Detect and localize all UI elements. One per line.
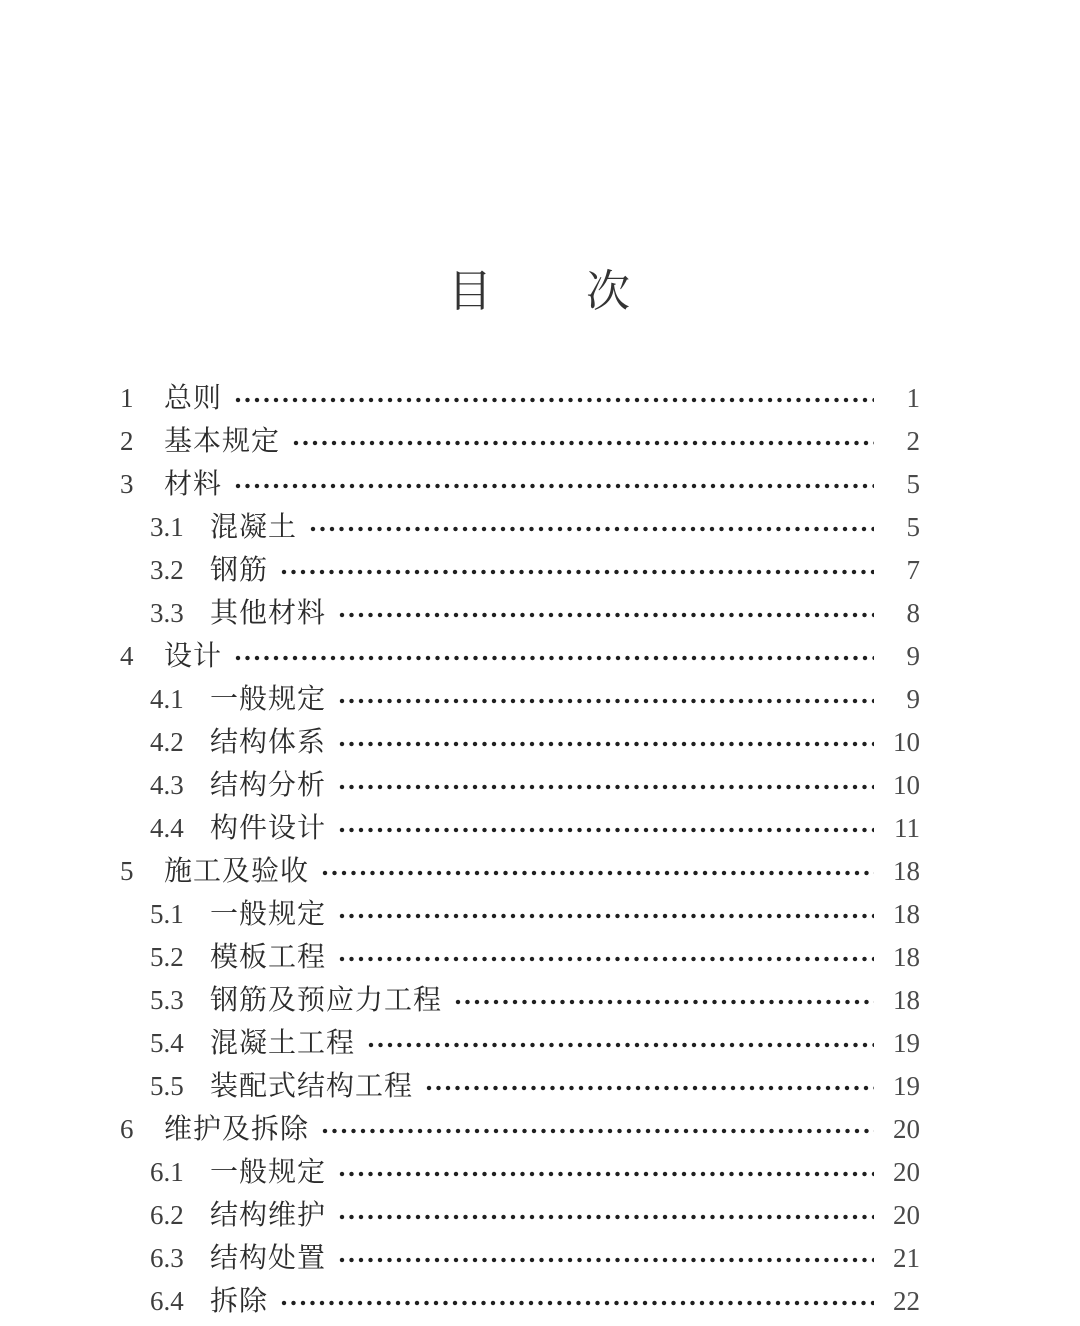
toc-entry-label: 装配式结构工程 xyxy=(210,1070,414,1102)
toc-entry-page: 7 xyxy=(906,555,920,585)
dot-leader xyxy=(338,1210,874,1224)
toc-entry-label: 钢筋及预应力工程 xyxy=(210,984,443,1016)
toc-entry-label: 材料 xyxy=(164,468,223,500)
toc-entry-page: 20 xyxy=(893,1114,920,1144)
toc-entry-number: 6 xyxy=(120,1114,134,1144)
toc-entry-number: 6.4 xyxy=(150,1286,184,1316)
toc-list xyxy=(120,377,920,1323)
dot-leader xyxy=(338,1253,874,1267)
toc-entry xyxy=(120,1151,920,1194)
toc-entry xyxy=(120,592,920,635)
toc-entry-page: 21 xyxy=(893,1243,920,1273)
toc-entry-label: 一般规定 xyxy=(210,683,327,715)
dot-leader xyxy=(280,565,874,579)
toc-entry xyxy=(120,1108,920,1151)
toc-entry-label: 维护及拆除 xyxy=(164,1113,310,1145)
toc-entry-page: 18 xyxy=(893,942,920,972)
dot-leader xyxy=(454,995,874,1009)
toc-entry-number: 5.3 xyxy=(150,985,184,1015)
dot-leader xyxy=(292,436,874,450)
toc-entry-number: 5.2 xyxy=(150,942,184,972)
toc-entry-page: 10 xyxy=(893,770,920,800)
toc-entry-page: 2 xyxy=(906,426,920,456)
dot-leader xyxy=(309,522,874,536)
toc-entry-number: 4.3 xyxy=(150,770,184,800)
toc-entry-label: 混凝土 xyxy=(210,511,298,543)
toc-entry-label: 结构分析 xyxy=(210,769,327,801)
toc-entry-number: 3 xyxy=(120,469,134,499)
toc-entry-page: 19 xyxy=(893,1071,920,1101)
toc-entry-label: 基本规定 xyxy=(164,425,281,457)
toc-entry-label: 总则 xyxy=(164,382,223,414)
toc-entry-number: 6.2 xyxy=(150,1200,184,1230)
toc-entry-page: 20 xyxy=(893,1157,920,1187)
toc-entry-page: 20 xyxy=(893,1200,920,1230)
toc-entry xyxy=(120,807,920,850)
dot-leader xyxy=(280,1296,874,1310)
toc-entry xyxy=(120,764,920,807)
dot-leader xyxy=(338,909,874,923)
dot-leader xyxy=(367,1038,874,1052)
dot-leader xyxy=(234,393,874,407)
dot-leader xyxy=(338,694,874,708)
toc-entry-number: 3.3 xyxy=(150,598,184,628)
toc-entry-label: 模板工程 xyxy=(210,941,327,973)
toc-entry xyxy=(120,678,920,721)
toc-entry-label: 拆除 xyxy=(210,1285,269,1317)
toc-entry xyxy=(120,979,920,1022)
toc-entry-number: 5.1 xyxy=(150,899,184,929)
dot-leader xyxy=(234,651,874,665)
page-title: 目 次 xyxy=(448,267,632,316)
toc-entry-number: 6.1 xyxy=(150,1157,184,1187)
toc-entry-number: 5.5 xyxy=(150,1071,184,1101)
toc-entry-page: 8 xyxy=(906,598,920,628)
dot-leader xyxy=(321,866,874,880)
toc-entry-label: 设计 xyxy=(164,640,223,672)
toc-entry-number: 6.3 xyxy=(150,1243,184,1273)
toc-entry xyxy=(120,635,920,678)
toc-entry xyxy=(120,377,920,420)
toc-entry-page: 9 xyxy=(906,684,920,714)
toc-entry-page: 9 xyxy=(906,641,920,671)
toc-entry-label: 构件设计 xyxy=(210,812,327,844)
toc-entry-number: 5.4 xyxy=(150,1028,184,1058)
toc-entry-label: 结构维护 xyxy=(210,1199,327,1231)
toc-entry-number: 5 xyxy=(120,856,134,886)
dot-leader xyxy=(338,823,874,837)
toc-entry xyxy=(120,893,920,936)
toc-entry-number: 4.4 xyxy=(150,813,184,843)
toc-entry xyxy=(120,936,920,979)
toc-entry-label: 结构处置 xyxy=(210,1242,327,1274)
toc-entry-page: 5 xyxy=(906,512,920,542)
toc-entry-number: 2 xyxy=(120,426,134,456)
toc-entry-label: 一般规定 xyxy=(210,898,327,930)
toc-entry-number: 3.1 xyxy=(150,512,184,542)
toc-entry-label: 混凝土工程 xyxy=(210,1027,356,1059)
dot-leader xyxy=(338,608,874,622)
toc-entry xyxy=(120,463,920,506)
dot-leader xyxy=(425,1081,874,1095)
toc-entry-page: 1 xyxy=(906,383,920,413)
toc-entry xyxy=(120,850,920,893)
toc-entry xyxy=(120,1194,920,1237)
toc-entry-number: 4.1 xyxy=(150,684,184,714)
toc-entry xyxy=(120,1022,920,1065)
toc-entry-label: 其他材料 xyxy=(210,597,327,629)
toc-entry xyxy=(120,506,920,549)
toc-entry xyxy=(120,721,920,764)
toc-entry xyxy=(120,549,920,592)
dot-leader xyxy=(338,952,874,966)
toc-entry-label: 钢筋 xyxy=(210,554,269,586)
dot-leader xyxy=(338,780,874,794)
toc-entry xyxy=(120,420,920,463)
toc-entry-label: 一般规定 xyxy=(210,1156,327,1188)
toc-entry-number: 4.2 xyxy=(150,727,184,757)
toc-entry-number: 3.2 xyxy=(150,555,184,585)
toc-entry-page: 22 xyxy=(893,1286,920,1316)
toc-entry-label: 施工及验收 xyxy=(164,855,310,887)
toc-entry-page: 18 xyxy=(893,899,920,929)
toc-entry-page: 18 xyxy=(893,985,920,1015)
dot-leader xyxy=(321,1124,874,1138)
toc-entry-page: 19 xyxy=(893,1028,920,1058)
toc-entry-page: 18 xyxy=(893,856,920,886)
toc-entry xyxy=(120,1280,920,1323)
toc-entry-label: 结构体系 xyxy=(210,726,327,758)
toc-entry-page: 10 xyxy=(893,727,920,757)
toc-entry xyxy=(120,1065,920,1108)
toc-entry-number: 1 xyxy=(120,383,134,413)
dot-leader xyxy=(338,737,874,751)
toc-entry-page: 5 xyxy=(906,469,920,499)
toc-entry-page: 11 xyxy=(894,813,920,843)
toc-entry-number: 4 xyxy=(120,641,134,671)
dot-leader xyxy=(338,1167,874,1181)
dot-leader xyxy=(234,479,874,493)
toc-entry xyxy=(120,1237,920,1280)
